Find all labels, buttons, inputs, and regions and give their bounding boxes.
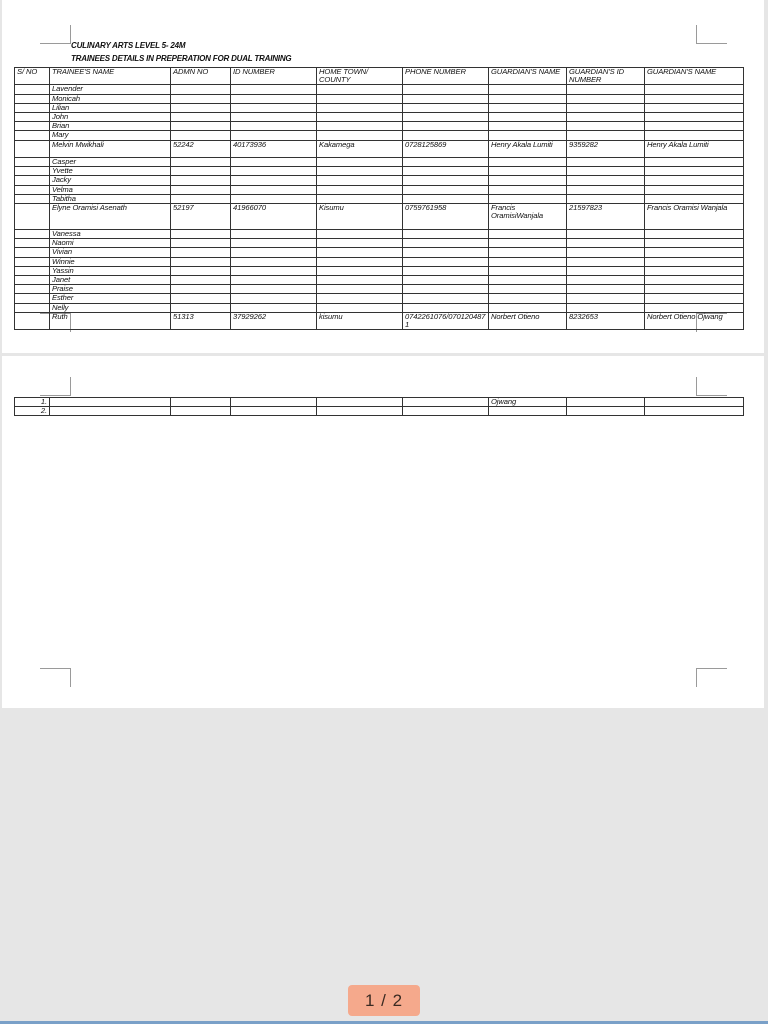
table-cell <box>317 398 403 407</box>
table-cell <box>317 185 403 194</box>
table-cell: Elyne Oramisi Asenath <box>50 204 171 230</box>
table-cell <box>489 113 567 122</box>
table-cell <box>403 239 489 248</box>
table-cell <box>489 276 567 285</box>
table-cell: Norbert Otieno <box>489 312 567 329</box>
table-cell: GUARDIAN'S NAME <box>645 68 744 85</box>
table-cell: Kisumu <box>317 204 403 230</box>
table-cell: ADMN NO <box>171 68 231 85</box>
table-cell <box>15 312 50 329</box>
table-cell <box>645 266 744 275</box>
table-cell <box>317 85 403 94</box>
crop-mark <box>696 377 727 396</box>
table-cell <box>171 398 231 407</box>
table-cell <box>489 248 567 257</box>
table-cell <box>171 185 231 194</box>
table-cell <box>645 398 744 407</box>
table-cell <box>567 158 645 167</box>
table-cell: GUARDIAN'S ID NUMBER <box>567 68 645 85</box>
table-cell <box>317 113 403 122</box>
table-cell <box>489 257 567 266</box>
table-cell <box>15 239 50 248</box>
table-cell <box>231 398 317 407</box>
table-cell <box>317 131 403 140</box>
table-cell: 8232653 <box>567 312 645 329</box>
table-cell <box>403 103 489 112</box>
table-cell <box>231 248 317 257</box>
crop-mark <box>696 25 727 44</box>
table-row <box>15 85 744 94</box>
table-row <box>15 276 744 285</box>
crop-mark <box>40 25 71 44</box>
table-cell <box>317 158 403 167</box>
table-cell: Winnie <box>50 257 171 266</box>
table-cell: 40173936 <box>231 140 317 157</box>
table-cell: Brian <box>50 122 171 131</box>
table-cell <box>317 285 403 294</box>
table-row <box>15 285 744 294</box>
table-cell: PHONE NUMBER <box>403 68 489 85</box>
table-cell <box>171 167 231 176</box>
table-cell <box>171 176 231 185</box>
table-cell: Esther <box>50 294 171 303</box>
table-cell <box>231 167 317 176</box>
table-cell: Casper <box>50 158 171 167</box>
table-cell <box>567 398 645 407</box>
table-cell <box>15 204 50 230</box>
table-cell <box>489 407 567 416</box>
table-cell <box>317 248 403 257</box>
table-cell <box>403 158 489 167</box>
table-cell: 1. <box>15 398 50 407</box>
table-cell <box>403 257 489 266</box>
table-cell <box>489 239 567 248</box>
table-cell <box>403 407 489 416</box>
table-cell <box>171 303 231 312</box>
table-row <box>15 257 744 266</box>
table-cell <box>567 407 645 416</box>
table-row <box>15 294 744 303</box>
table-cell <box>489 94 567 103</box>
table-cell <box>231 407 317 416</box>
table-cell <box>231 94 317 103</box>
table-cell: Henry Akala Lumiti <box>645 140 744 157</box>
table-cell <box>231 194 317 203</box>
table-cell <box>403 303 489 312</box>
table-row <box>15 194 744 203</box>
table-cell: 21597823 <box>567 204 645 230</box>
crop-mark <box>40 668 71 687</box>
table-cell <box>645 248 744 257</box>
table-cell <box>317 176 403 185</box>
table-cell: 2. <box>15 407 50 416</box>
table-cell: 41966070 <box>231 204 317 230</box>
table-cell <box>231 85 317 94</box>
table-cell <box>489 266 567 275</box>
table-cell <box>171 230 231 239</box>
table-cell <box>15 131 50 140</box>
table-cell <box>15 85 50 94</box>
table-row <box>15 185 744 194</box>
table-cell: Naomi <box>50 239 171 248</box>
table-cell <box>403 276 489 285</box>
table-row <box>15 312 744 329</box>
crop-mark <box>696 668 727 687</box>
table-cell <box>567 103 645 112</box>
table-cell <box>645 194 744 203</box>
table-cell <box>489 122 567 131</box>
table-cell <box>567 131 645 140</box>
table-cell <box>489 294 567 303</box>
table-cell <box>489 85 567 94</box>
table-cell: 51313 <box>171 312 231 329</box>
table-cell: Nelly <box>50 303 171 312</box>
table-cell: 0759761958 <box>403 204 489 230</box>
table-cell: Lilian <box>50 103 171 112</box>
table-cell: 0742261076/0701204871 <box>403 312 489 329</box>
table-cell <box>15 285 50 294</box>
table-cell <box>317 294 403 303</box>
table-cell <box>231 257 317 266</box>
table-cell <box>231 158 317 167</box>
table-cell <box>171 266 231 275</box>
table-cell <box>231 303 317 312</box>
table-cell <box>489 167 567 176</box>
table-cell <box>15 122 50 131</box>
table-cell <box>50 398 171 407</box>
table-cell <box>567 248 645 257</box>
table-cell <box>489 285 567 294</box>
table-cell <box>645 131 744 140</box>
table-cell <box>317 167 403 176</box>
table-cell <box>171 103 231 112</box>
table-cell <box>567 303 645 312</box>
table-cell: Vivian <box>50 248 171 257</box>
table-cell <box>317 266 403 275</box>
table-row <box>15 204 744 230</box>
table-cell <box>567 167 645 176</box>
table-cell: Mary <box>50 131 171 140</box>
table-cell: Melvin Mwikhali <box>50 140 171 157</box>
table-cell <box>15 140 50 157</box>
table-row <box>15 113 744 122</box>
table-cell <box>15 158 50 167</box>
table-cell <box>489 131 567 140</box>
crop-mark <box>40 377 71 396</box>
table-cell <box>567 276 645 285</box>
table-cell: HOME TOWN/ COUNTY <box>317 68 403 85</box>
table-cell: GUARDIAN'S NAME <box>489 68 567 85</box>
table-cell <box>231 266 317 275</box>
table-cell: S/ NO <box>15 68 50 85</box>
table-cell <box>15 257 50 266</box>
table-cell <box>171 131 231 140</box>
table-cell <box>403 230 489 239</box>
table-row <box>15 176 744 185</box>
table-cell <box>403 285 489 294</box>
table-cell: Francis OramisiWanjala <box>489 204 567 230</box>
table-cell <box>171 85 231 94</box>
table-cell: Vanessa <box>50 230 171 239</box>
table-row <box>15 303 744 312</box>
table-cell <box>317 94 403 103</box>
table-cell <box>567 194 645 203</box>
table-cell: Yassin <box>50 266 171 275</box>
table-cell: Lavender <box>50 85 171 94</box>
table-cell <box>645 113 744 122</box>
table-cell <box>567 94 645 103</box>
table-cell <box>645 276 744 285</box>
table-cell: Velma <box>50 185 171 194</box>
table-cell <box>403 248 489 257</box>
table-cell <box>15 194 50 203</box>
table-cell <box>489 158 567 167</box>
table-row <box>15 239 744 248</box>
table-cell <box>489 176 567 185</box>
table-cell <box>645 122 744 131</box>
table-cell <box>317 194 403 203</box>
table-cell <box>171 276 231 285</box>
table-cell <box>317 122 403 131</box>
table-row <box>15 266 744 275</box>
table-cell <box>567 230 645 239</box>
table-cell: Henry Akala Lumiti <box>489 140 567 157</box>
table-cell <box>645 294 744 303</box>
table-cell <box>567 122 645 131</box>
table-cell <box>403 131 489 140</box>
table-cell <box>231 285 317 294</box>
table-cell <box>171 257 231 266</box>
table-cell <box>645 176 744 185</box>
document-page-2 <box>2 356 764 708</box>
table-cell: kisumu <box>317 312 403 329</box>
table-cell <box>403 294 489 303</box>
table-cell <box>171 239 231 248</box>
table-cell <box>645 285 744 294</box>
table-cell <box>645 230 744 239</box>
table-cell <box>489 194 567 203</box>
table-cell <box>15 94 50 103</box>
table-cell <box>317 230 403 239</box>
table-cell <box>15 303 50 312</box>
table-cell: Monicah <box>50 94 171 103</box>
table-cell <box>403 122 489 131</box>
table-cell: John <box>50 113 171 122</box>
table-cell <box>645 85 744 94</box>
table-row <box>15 122 744 131</box>
table-cell: 9359282 <box>567 140 645 157</box>
table-cell <box>567 176 645 185</box>
table-cell <box>645 257 744 266</box>
table-cell <box>231 239 317 248</box>
table-cell <box>231 113 317 122</box>
table-cell <box>171 294 231 303</box>
table-cell <box>489 303 567 312</box>
table-cell <box>15 113 50 122</box>
table-cell: Janet <box>50 276 171 285</box>
table-cell <box>171 194 231 203</box>
table-cell <box>403 185 489 194</box>
table-cell: ID NUMBER <box>231 68 317 85</box>
table-cell <box>15 176 50 185</box>
table-cell: Ruth <box>50 312 171 329</box>
table-cell <box>231 185 317 194</box>
table-cell <box>15 276 50 285</box>
table-cell <box>15 185 50 194</box>
table-cell <box>231 294 317 303</box>
table-row <box>15 248 744 257</box>
table-row <box>15 103 744 112</box>
table-cell <box>645 239 744 248</box>
table-cell <box>231 131 317 140</box>
table-cell: Norbert Otieno Ojwang <box>645 312 744 329</box>
table-cell <box>403 398 489 407</box>
table-row <box>15 407 744 416</box>
table-cell: Kakamega <box>317 140 403 157</box>
table-cell <box>231 103 317 112</box>
table-cell <box>317 276 403 285</box>
table-cell <box>489 185 567 194</box>
table-cell <box>403 113 489 122</box>
table-cell: Praise <box>50 285 171 294</box>
table-cell <box>567 257 645 266</box>
table-cell <box>231 276 317 285</box>
table-cell <box>171 94 231 103</box>
table-row <box>15 230 744 239</box>
document-page-1 <box>2 0 764 353</box>
table-cell: 52197 <box>171 204 231 230</box>
table-row <box>15 140 744 157</box>
table-cell <box>645 103 744 112</box>
table-cell <box>403 85 489 94</box>
table-cell <box>171 113 231 122</box>
table-cell <box>317 103 403 112</box>
table-cell <box>645 167 744 176</box>
trainees-table <box>14 67 744 330</box>
page-indicator[interactable]: 1 / 2 <box>348 985 420 1016</box>
table-cell <box>403 176 489 185</box>
table-cell <box>567 113 645 122</box>
table-cell <box>171 158 231 167</box>
table-cell <box>567 185 645 194</box>
table-cell <box>489 230 567 239</box>
table-cell <box>317 407 403 416</box>
table-cell: Francis Oramisi Wanjala <box>645 204 744 230</box>
table-cell <box>171 285 231 294</box>
trainees-table-continued <box>14 397 744 416</box>
table-cell <box>403 167 489 176</box>
table-cell: TRAINEE'S NAME <box>50 68 171 85</box>
table-cell <box>645 303 744 312</box>
table-cell <box>15 294 50 303</box>
table-cell <box>317 239 403 248</box>
table-cell <box>15 103 50 112</box>
document-title: CULINARY ARTS LEVEL 5- 24M <box>71 41 186 50</box>
table-row <box>15 398 744 407</box>
table-cell <box>317 257 403 266</box>
table-cell: Ojwang <box>489 398 567 407</box>
table-cell: 37929262 <box>231 312 317 329</box>
table-cell <box>15 230 50 239</box>
table-row <box>15 94 744 103</box>
table-row <box>15 131 744 140</box>
table-cell: Jacky <box>50 176 171 185</box>
table-cell <box>645 407 744 416</box>
table-cell <box>317 303 403 312</box>
table-cell <box>403 266 489 275</box>
table-row <box>15 167 744 176</box>
table-cell <box>231 122 317 131</box>
table-cell <box>231 230 317 239</box>
table-cell <box>567 85 645 94</box>
document-subtitle: TRAINEES DETAILS IN PREPERATION FOR DUAL TRAINING <box>71 54 292 63</box>
table-cell <box>171 407 231 416</box>
table-cell <box>403 94 489 103</box>
table-cell: 0728125869 <box>403 140 489 157</box>
table-cell: Yvette <box>50 167 171 176</box>
table-cell <box>15 167 50 176</box>
table-cell <box>645 185 744 194</box>
table-header <box>15 68 744 85</box>
table-cell <box>567 239 645 248</box>
table-cell: Tabitha <box>50 194 171 203</box>
table-cell <box>15 266 50 275</box>
table-cell <box>645 158 744 167</box>
table-cell <box>567 285 645 294</box>
table-cell <box>567 266 645 275</box>
table-cell <box>171 248 231 257</box>
table-cell <box>489 103 567 112</box>
table-cell <box>567 294 645 303</box>
table-cell <box>403 194 489 203</box>
table-cell <box>645 94 744 103</box>
table-cell <box>231 176 317 185</box>
table-cell <box>50 407 171 416</box>
table-cell <box>15 248 50 257</box>
table-row <box>15 158 744 167</box>
table-cell: 52242 <box>171 140 231 157</box>
table-cell <box>171 122 231 131</box>
